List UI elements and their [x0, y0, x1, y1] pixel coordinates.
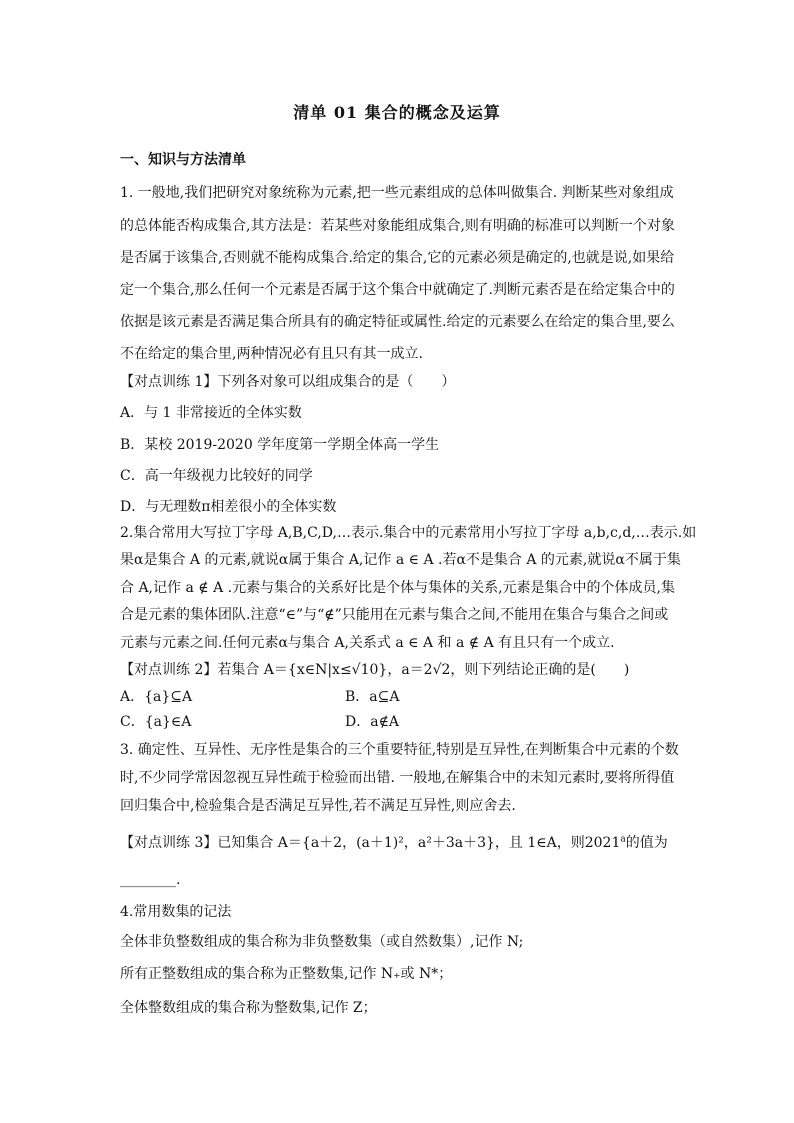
exercise-2-option-a: A．{a}⊆A: [120, 689, 193, 705]
exercise-2-option-b: B．a⊆A: [345, 689, 400, 705]
exercise-3-question-tail: 的值为: [625, 835, 668, 851]
exercise-1-question: 【对点训练 1】下列各对象可以组成集合的是（ ）: [120, 374, 456, 390]
paragraph-1-line: 是否属于该集合,否则就不能构成集合.给定的集合,它的元素必须是确定的,也就是说,如果给: [120, 250, 675, 266]
exercise-2-question: 【对点训练 2】若集合 A＝{x∈N|x≤√10}，a＝2√2，则下列结论正确的是( ): [120, 662, 630, 678]
answer-blank: ________.: [120, 872, 181, 888]
paragraph-3-line: 回归集合中,检验集合是否满足互异性,若不满足互异性,则应舍去.: [120, 798, 516, 814]
exercise-2-option-c: C．{a}∈A: [120, 714, 192, 730]
exercise-3-question-text: 【对点训练 3】已知集合 A＝{a＋2，(a＋1)²，a²＋3a＋3}，且 1∈A，则2021: [120, 835, 621, 851]
exercise-1-option-c: C．高一年级视力比较好的同学: [120, 468, 313, 484]
paragraph-3-line: 3. 确定性、互异性、无序性是集合的三个重要特征,特别是互异性,在判断集合中元素的个数: [120, 742, 679, 758]
page-title: 清单 01 集合的概念及运算: [293, 103, 501, 122]
exercise-2-option-d: D．a∉A: [345, 714, 400, 730]
item-4-line: 全体非负整数组成的集合称为非负整数集（或自然数集）,记作 N;: [120, 934, 524, 950]
paragraph-2-line: 合 A,记作 a ∉ A .元素与集合的关系好比是个体与集体的关系,元素是集合中的个体成员,集: [120, 580, 675, 596]
exercise-1-option-b: B．某校 2019-2020 学年度第一学期全体高一学生: [120, 437, 440, 453]
exercise-1-option-d: D．与无理数π相差很小的全体实数: [120, 499, 337, 515]
paragraph-2-line: 元素与元素之间.任何元素α与集合 A,关系式 a ∈ A 和 a ∉ A 有且只有一个成立.: [120, 635, 615, 651]
exercise-1-option-a: A．与 1 非常接近的全体实数: [120, 405, 302, 421]
paragraph-2-line: 果α是集合 A 的元素,就说α属于集合 A,记作 a ∈ A .若α不是集合 A 的元素,就说α不属于集: [120, 552, 681, 568]
exercise-3-exponent: a: [620, 834, 626, 845]
paragraph-1-line: 的总体能否构成集合,其方法是：若某些对象能组成集合,则有明确的标准可以判断一个对象: [120, 218, 675, 234]
paragraph-3-line: 时,不少同学常因忽视互异性疏于检验而出错. 一般地,在解集合中的未知元素时,要将所得值: [120, 770, 675, 786]
paragraph-2-line: 合是元素的集体团队.注意“∈”与“∉”只能用在元素与集合之间,不能用在集合与集合之间或: [120, 607, 669, 623]
item-4-heading: 4.常用数集的记法: [120, 904, 232, 920]
item-4-line: 所有正整数组成的集合称为正整数集,记作 N₊或 N*；: [120, 966, 453, 982]
paragraph-1-line: 不在给定的集合里,两种情况必有且只有其一成立.: [120, 346, 423, 362]
paragraph-2-line: 2.集合常用大写拉丁字母 A,B,C,D,…表示.集合中的元素常用小写拉丁字母 a,b,c,d,…表示.如: [120, 525, 697, 541]
paragraph-1-line: 1. 一般地,我们把研究对象统称为元素,把一些元素组成的总体叫做集合. 判断某些对象组成: [120, 185, 674, 201]
exercise-3-question: [120, 833, 668, 853]
paragraph-1-line: 定一个集合,那么任何一个元素是否属于这个集合中就确定了.判断元素否是在给定集合中的: [120, 282, 675, 298]
section-heading: 一、知识与方法清单: [120, 152, 246, 168]
item-4-line: 全体整数组成的集合称为整数集,记作 Z；: [120, 1000, 377, 1016]
paragraph-1-line: 依据是该元素是否满足集合所具有的确定特征或属性.给定的元素要么在给定的集合里,要么: [120, 314, 675, 330]
